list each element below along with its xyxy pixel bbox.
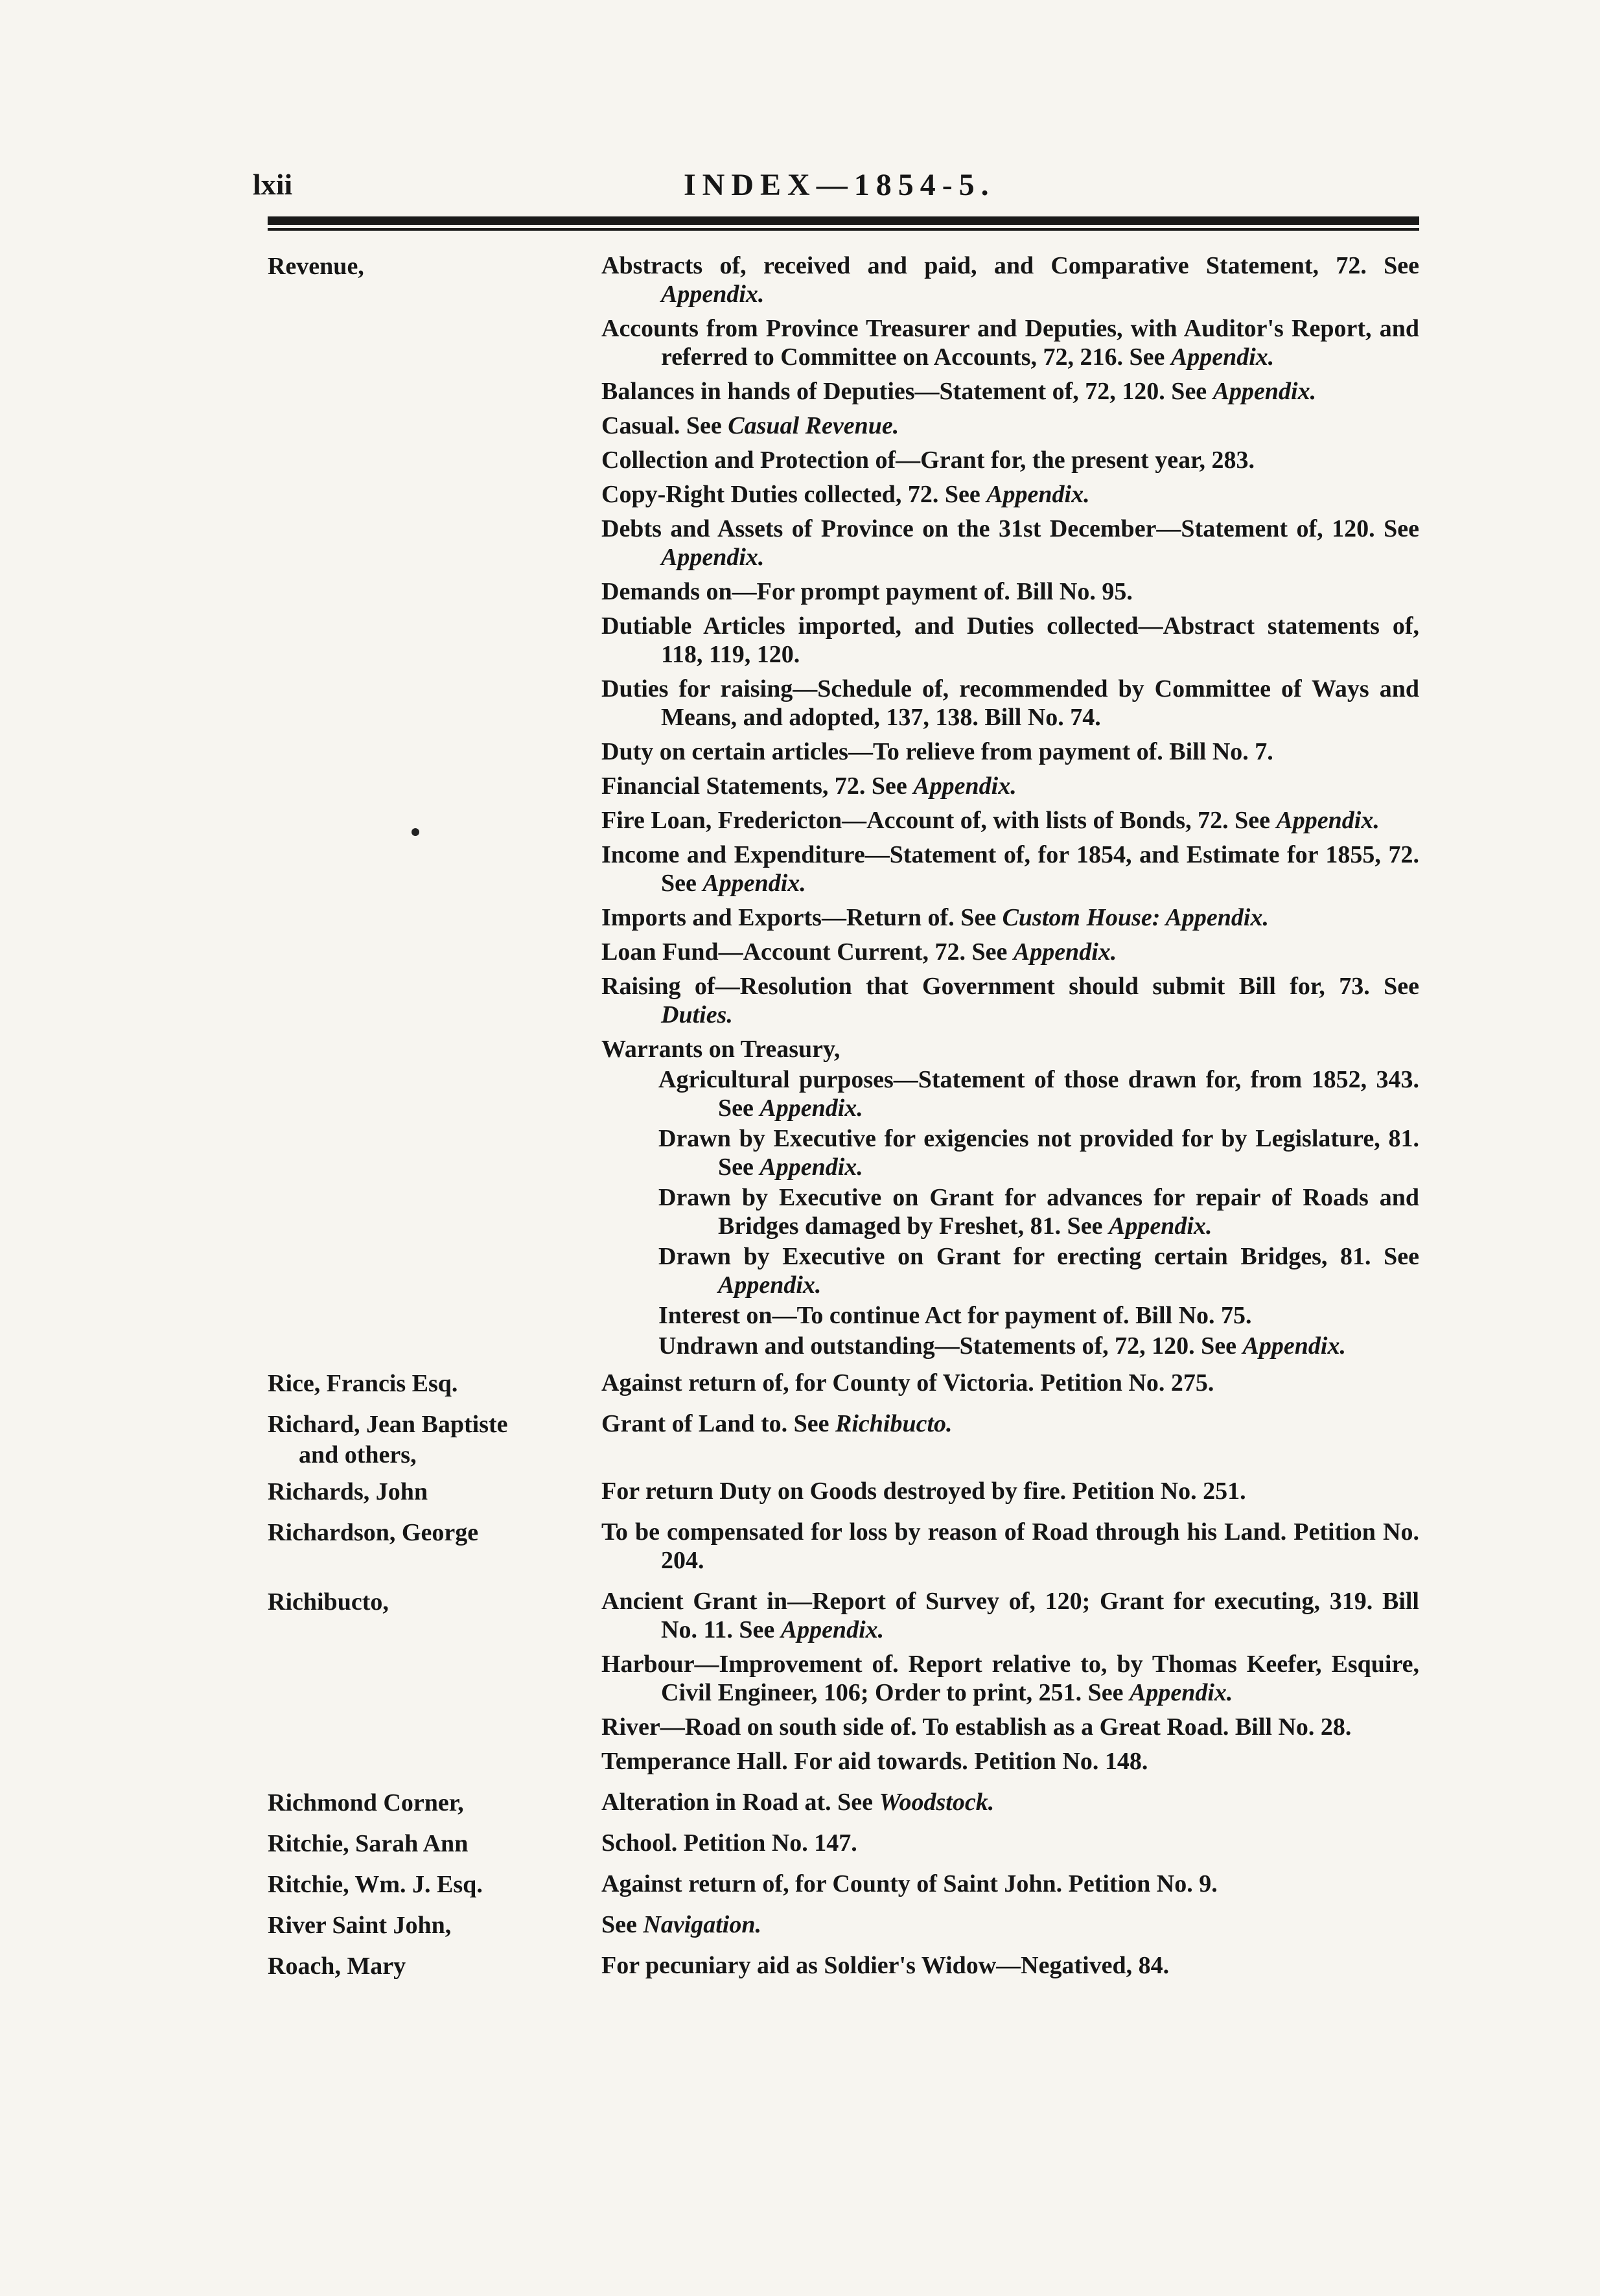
entry-heading-continuation: and others,: [299, 1441, 417, 1468]
subentry: Duty on certain articles—To relieve from payment of. Bill No. 7.: [601, 738, 1273, 765]
running-title: INDEX—1854-5.: [684, 168, 995, 202]
subentry: For return Duty on Goods destroyed by fire. Petition No. 251.: [601, 1478, 1246, 1505]
cross-reference: Appendix.: [661, 281, 765, 308]
subentry: Alteration in Road at. See Woodstock.: [601, 1789, 995, 1816]
entry-subentries: [601, 1829, 1419, 1863]
index-entry: [268, 1951, 1419, 1986]
cross-reference: Casual Revenue.: [728, 412, 899, 439]
entry-subentries: [601, 1587, 1419, 1781]
subentry: See Navigation.: [601, 1911, 761, 1938]
cross-reference: Appendix.: [1013, 938, 1117, 966]
header-rule-thin: [268, 228, 1419, 231]
subentry: School. Petition No. 147.: [601, 1829, 857, 1857]
cross-reference: Appendix.: [913, 772, 1017, 800]
entry-heading: Revenue,: [268, 253, 364, 280]
index-entries: [268, 251, 1419, 1992]
entry-subentries: [601, 251, 1419, 1362]
entry-subentries: [601, 1518, 1419, 1581]
subentry: Warrants on Treasury,: [601, 1036, 841, 1063]
subentry: Temperance Hall. For aid towards. Petition No. 148.: [601, 1748, 1148, 1775]
subentry: Collection and Protection of—Grant for, the present year, 283.: [601, 446, 1255, 474]
cross-reference: Richibucto.: [835, 1410, 953, 1437]
entry-subentries: [601, 1951, 1419, 1986]
subentry: Accounts from Province Treasurer and Deputies, with Auditor's Report, and referred to Committee on Accounts, 72, 216. See Appendix.: [601, 315, 1419, 371]
subentry: Debts and Assets of Province on the 31st December—Statement of, 120. See Appendix.: [601, 515, 1419, 571]
subentry: Duties for raising—Schedule of, recommended by Committee of Ways and Means, and adopted, 137, 138. Bill No. 74.: [601, 675, 1419, 731]
index-entry: [268, 1369, 1419, 1403]
cross-reference: Appendix.: [702, 870, 806, 897]
subentry: Financial Statements, 72. See Appendix.: [601, 772, 1017, 800]
nested-subentry: Interest on—To continue Act for payment of. Bill No. 75.: [658, 1302, 1252, 1329]
index-entry: [268, 1829, 1419, 1863]
entry-heading: Ritchie, Wm. J. Esq.: [268, 1871, 483, 1898]
cross-reference: Appendix.: [780, 1616, 885, 1643]
subentry: Grant of Land to. See Richibucto.: [601, 1410, 953, 1437]
nested-subentry: Agricultural purposes—Statement of those drawn for, from 1852, 343. See Appendix.: [658, 1066, 1419, 1122]
subentry: Fire Loan, Fredericton—Account of, with lists of Bonds, 72. See Appendix.: [601, 807, 1380, 834]
nested-subentry: Drawn by Executive for exigencies not provided for by Legislature, 81. See Appendix.: [658, 1125, 1419, 1181]
entry-heading: Richibucto,: [268, 1588, 389, 1616]
nested-subentry: Undrawn and outstanding—Statements of, 72, 120. See Appendix.: [658, 1332, 1346, 1360]
entry-heading: Richards, John: [268, 1478, 428, 1505]
index-entry: [268, 1587, 1419, 1781]
subentry: To be compensated for loss by reason of Road through his Land. Petition No. 204.: [601, 1518, 1419, 1574]
entry-subentries: [601, 1910, 1419, 1945]
subentry: Against return of, for County of Victoria. Petition No. 275.: [601, 1369, 1214, 1397]
subentry: Copy-Right Duties collected, 72. See Appendix.: [601, 481, 1090, 508]
cross-reference: Custom House: Appendix.: [1002, 904, 1269, 931]
cross-reference: Appendix.: [1130, 1679, 1233, 1706]
subentry: Casual. See Casual Revenue.: [601, 412, 899, 439]
entry-heading: Richardson, George: [268, 1519, 479, 1546]
entry-heading: Ritchie, Sarah Ann: [268, 1830, 469, 1857]
cross-reference: Appendix.: [986, 481, 1090, 508]
subentry: Balances in hands of Deputies—Statement of, 72, 120. See Appendix.: [601, 378, 1317, 405]
nested-subentry: Drawn by Executive on Grant for erecting certain Bridges, 81. See Appendix.: [658, 1243, 1419, 1299]
cross-reference: Appendix.: [661, 544, 765, 571]
index-entry: [268, 251, 1419, 1362]
cross-reference: Navigation.: [643, 1911, 761, 1938]
entry-heading: Roach, Mary: [268, 1953, 406, 1980]
subentry: Harbour—Improvement of. Report relative to, by Thomas Keefer, Esquire, Civil Engineer, 106; Order to print, 251. See Appendix.: [601, 1651, 1419, 1706]
subentry: Loan Fund—Account Current, 72. See Appendix.: [601, 938, 1117, 966]
entry-heading: Rice, Francis Esq.: [268, 1370, 458, 1397]
subentry: Abstracts of, received and paid, and Comparative Statement, 72. See Appendix.: [601, 252, 1419, 308]
subentry: Dutiable Articles imported, and Duties collected—Abstract statements of, 118, 119, 120.: [601, 612, 1419, 668]
subentry: Against return of, for County of Saint John. Petition No. 9.: [601, 1870, 1218, 1897]
index-entry: [268, 1477, 1419, 1511]
entry-subentries: [601, 1788, 1419, 1822]
subentry: For pecuniary aid as Soldier's Widow—Negatived, 84.: [601, 1952, 1170, 1979]
cross-reference: Appendix.: [1242, 1332, 1346, 1360]
cross-reference: Appendix.: [759, 1095, 863, 1122]
page-header: [253, 167, 1419, 213]
cross-reference: Duties.: [661, 1001, 733, 1028]
cross-reference: Appendix.: [1109, 1212, 1212, 1240]
cross-reference: Appendix.: [1276, 807, 1380, 834]
subentry: Demands on—For prompt payment of. Bill No. 95.: [601, 578, 1133, 605]
cross-reference: Appendix.: [759, 1154, 863, 1181]
cross-reference: Appendix.: [1212, 378, 1317, 405]
cross-reference: Appendix.: [1170, 343, 1275, 371]
cross-reference: Appendix.: [718, 1271, 822, 1299]
subentry: Ancient Grant in—Report of Survey of, 120; Grant for executing, 319. Bill No. 11. See Appendix.: [601, 1588, 1419, 1643]
entry-subentries: [601, 1477, 1419, 1511]
index-entry: [268, 1409, 1419, 1470]
entry-heading: River Saint John,: [268, 1912, 452, 1939]
subentry: River—Road on south side of. To establish as a Great Road. Bill No. 28.: [601, 1713, 1352, 1741]
index-entry: [268, 1788, 1419, 1822]
cross-reference: Woodstock.: [879, 1789, 995, 1816]
entry-subentries: [601, 1409, 1419, 1444]
header-rule-thick: [268, 216, 1419, 225]
entry-subentries: [601, 1369, 1419, 1403]
entry-heading: Richmond Corner,: [268, 1789, 464, 1816]
subentry: Income and Expenditure—Statement of, for 1854, and Estimate for 1855, 72. See Appendix.: [601, 841, 1419, 897]
subentry: Raising of—Resolution that Government should submit Bill for, 73. See Duties.: [601, 973, 1419, 1028]
index-entry: [268, 1910, 1419, 1945]
nested-subentry: Drawn by Executive on Grant for advances for repair of Roads and Bridges damaged by Freshet, 81. See Appendix.: [658, 1184, 1419, 1240]
subentry: Imports and Exports—Return of. See Custom House: Appendix.: [601, 904, 1269, 931]
index-entry: [268, 1518, 1419, 1581]
page-number: lxii: [253, 168, 293, 201]
entry-subentries: [601, 1870, 1419, 1904]
index-entry: [268, 1870, 1419, 1904]
entry-heading: Richard, Jean Baptiste and others,: [268, 1409, 601, 1470]
